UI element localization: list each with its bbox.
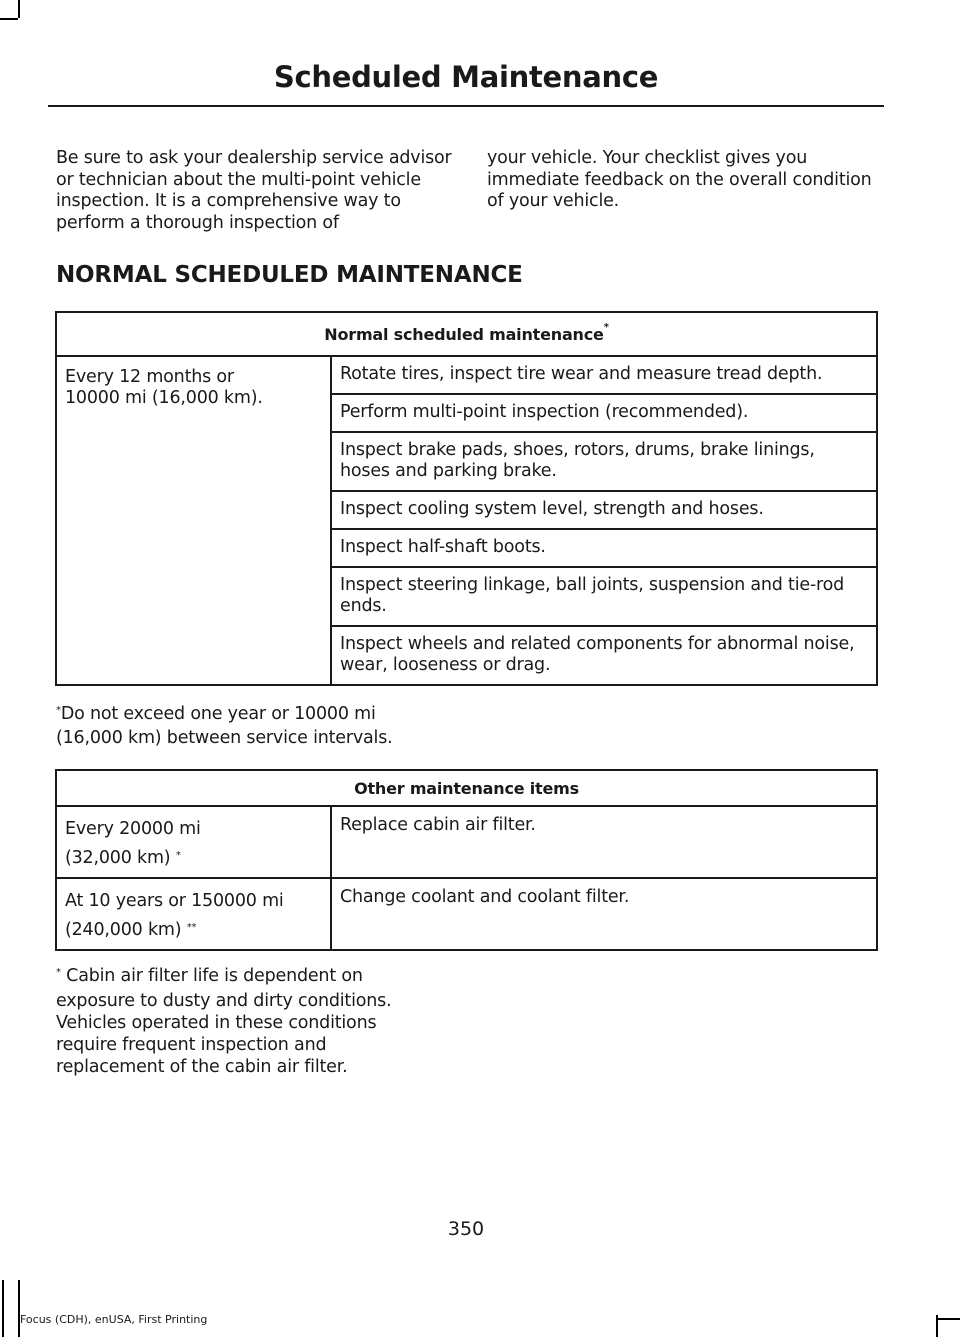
table-title-text: Normal scheduled maintenance — [324, 324, 604, 344]
task-cell: Inspect cooling system level, strength and hoses. — [331, 491, 877, 529]
crop-mark — [2, 1280, 4, 1337]
interval-cell — [56, 356, 331, 685]
interval-text: (240,000 km) — [65, 920, 182, 940]
interval-cell — [56, 806, 331, 878]
footnote-text: Cabin air filter life is dependent on — [60, 966, 363, 986]
task-cell: Inspect steering linkage, ball joints, suspension and tie-rod ends. — [331, 567, 877, 626]
intro-column-1: Be sure to ask your dealership service advisor or technician about the multi-point vehicle inspection. It is a comprehensive way to perform a thorough inspection of — [56, 148, 452, 233]
interval-cell — [56, 878, 331, 950]
footnote-marker: * — [56, 967, 61, 978]
interval-text: (32,000 km) — [65, 848, 171, 868]
task-cell: Inspect brake pads, shoes, rotors, drums, brake linings, hoses and parking brake. — [331, 432, 877, 491]
task-cell: Change coolant and coolant filter. — [331, 878, 877, 950]
task-cell: Perform multi-point inspection (recommended). — [331, 394, 877, 432]
crop-mark — [938, 1318, 960, 1320]
task-cell: Inspect half-shaft boots. — [331, 529, 877, 567]
table-title: Other maintenance items — [56, 770, 877, 806]
interval-text: Every 20000 mi — [65, 819, 201, 839]
page-title: Scheduled Maintenance — [273, 60, 659, 94]
task-cell: Rotate tires, inspect tire wear and measure tread depth. — [331, 356, 877, 394]
crop-mark — [18, 0, 20, 18]
page-number: 350 — [447, 1218, 485, 1240]
interval-text: Every 12 months or — [65, 367, 234, 387]
table-title — [56, 312, 877, 356]
task-cell: Replace cabin air filter. — [331, 806, 877, 878]
footnote-text: Do not exceed one year or 10000 mi — [60, 704, 376, 724]
crop-mark — [0, 18, 18, 20]
interval-text: At 10 years or 150000 mi — [65, 891, 284, 911]
footnote-text: (16,000 km) between service intervals. — [56, 728, 393, 748]
footnote-text: exposure to dusty and dirty conditions. Vehicles operated in these conditions require frequent inspection and replacement of the cabin air filter. — [56, 991, 392, 1077]
header-divider — [48, 105, 884, 107]
edition-footer: Focus (CDH), enUSA, First Printing — [20, 1313, 208, 1326]
footnote-marker: * — [56, 705, 61, 716]
section-heading: NORMAL SCHEDULED MAINTENANCE — [56, 262, 523, 288]
crop-mark — [18, 1280, 20, 1337]
intro-column-2: your vehicle. Your checklist gives you immediate feedback on the overall condition of your vehicle. — [487, 148, 872, 211]
normal-maintenance-table — [55, 311, 878, 686]
footnote-marker: * — [603, 321, 609, 333]
footnote-marker: * — [175, 850, 181, 861]
footnote-marker: ** — [186, 922, 197, 933]
interval-text: 10000 mi (16,000 km). — [65, 388, 263, 408]
footnote-1 — [56, 702, 476, 750]
other-maintenance-table — [55, 769, 878, 951]
footnote-2 — [56, 962, 436, 1078]
task-cell: Inspect wheels and related components for abnormal noise, wear, looseness or drag. — [331, 626, 877, 685]
